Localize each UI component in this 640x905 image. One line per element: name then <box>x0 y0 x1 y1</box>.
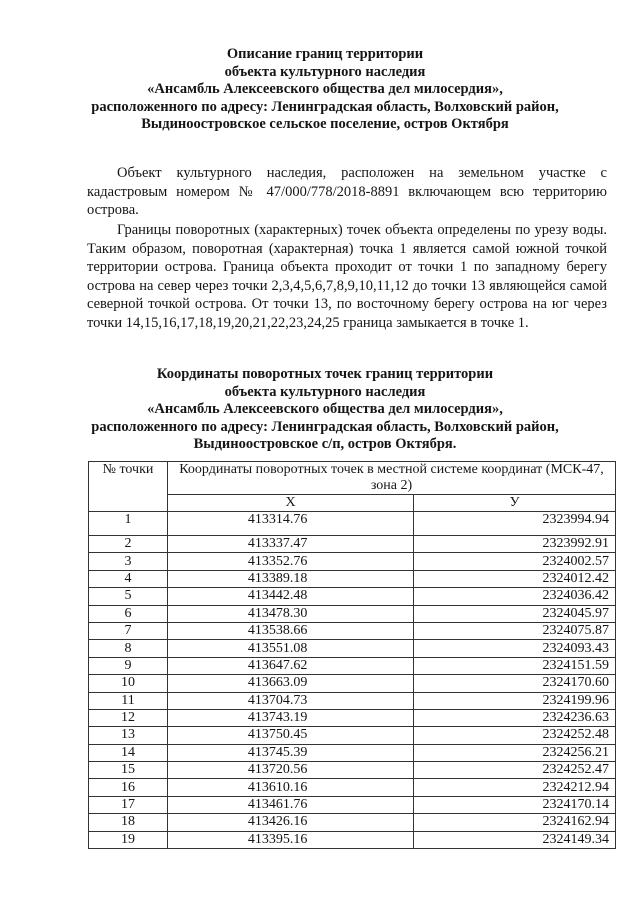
table-header-row <box>89 462 616 495</box>
table-row <box>89 622 616 639</box>
x-coordinate-cell: 413461.76 <box>168 796 414 813</box>
x-coordinate-cell: 413352.76 <box>168 553 414 570</box>
y-coordinate-cell: 2324149.34 <box>414 831 616 848</box>
table-row <box>89 814 616 831</box>
title-line: Координаты поворотных точек границ территории <box>156 366 494 382</box>
x-coordinate-cell: 413478.30 <box>168 605 414 622</box>
y-coordinate-cell: 2324252.47 <box>414 762 616 779</box>
point-number-cell: 14 <box>89 744 168 761</box>
table-row <box>89 553 616 570</box>
y-coordinate-cell: 2324012.42 <box>414 570 616 587</box>
y-coordinate-cell: 2324236.63 <box>414 709 616 726</box>
point-number-cell: 11 <box>89 692 168 709</box>
header-coordinates: Координаты поворотных точек в местной системе координат (МСК-47, зона 2) <box>168 462 616 495</box>
coordinates-table <box>88 461 616 849</box>
title-line: расположенного по адресу: Ленинградская область, Волховский район, <box>91 418 559 435</box>
table-row <box>89 640 616 657</box>
table-row <box>89 709 616 726</box>
x-coordinate-cell: 413551.08 <box>168 640 414 657</box>
title-line: «Ансамбль Алексеевского общества дел милосердия», <box>147 81 503 97</box>
y-coordinate-cell: 2324045.97 <box>414 605 616 622</box>
title-line: Выдиноостровское сельское поселение, остров Октября <box>141 116 509 132</box>
table-row <box>89 588 616 605</box>
x-coordinate-cell: 413745.39 <box>168 744 414 761</box>
table-title <box>60 366 590 454</box>
table-row <box>89 762 616 779</box>
x-coordinate-cell: 413720.56 <box>168 762 414 779</box>
point-number-cell: 9 <box>89 657 168 674</box>
x-coordinate-cell: 413442.48 <box>168 588 414 605</box>
y-coordinate-cell: 2324151.59 <box>414 657 616 674</box>
y-coordinate-cell: 2324212.94 <box>414 779 616 796</box>
coordinates-body <box>89 512 616 849</box>
intro-paragraph <box>87 164 607 220</box>
x-coordinate-cell: 413389.18 <box>168 570 414 587</box>
point-number-cell: 12 <box>89 709 168 726</box>
point-number-cell: 6 <box>89 605 168 622</box>
y-coordinate-cell: 2324075.87 <box>414 622 616 639</box>
point-number-cell: 1 <box>89 512 168 536</box>
point-number-cell: 13 <box>89 727 168 744</box>
x-coordinate-cell: 413337.47 <box>168 536 414 553</box>
table-subheader-row <box>89 495 616 512</box>
x-coordinate-cell: 413704.73 <box>168 692 414 709</box>
x-coordinate-cell: 413750.45 <box>168 727 414 744</box>
title-line: Описание границ территории <box>226 46 424 62</box>
y-coordinate-cell: 2323994.94 <box>414 512 616 536</box>
description-text: Границы поворотных (характерных) точек объекта определены по урезу воды. Таким образом, поворотная (характерная) точка 1 является самой южной точкой территории острова. Граница объекта проходит от точки 1 по западному берегу острова на север через точки 2,3,4,5,6,7,8,9,10,11,12 до точки 13 являющейся самой северной точкой острова. От точки 13, по восточному берегу острова на юг через точки 14,15,16,17,18,19,20,21,22,23,24,25 граница замыкается в точке 1. <box>87 222 607 331</box>
y-coordinate-cell: 2323992.91 <box>414 536 616 553</box>
x-coordinate-cell: 413610.16 <box>168 779 414 796</box>
y-coordinate-cell: 2324256.21 <box>414 744 616 761</box>
point-number-cell: 15 <box>89 762 168 779</box>
x-coordinate-cell: 413314.76 <box>168 512 414 536</box>
table-row <box>89 536 616 553</box>
table-row <box>89 657 616 674</box>
title-line: «Ансамбль Алексеевского общества дел милосердия», <box>147 401 503 417</box>
title-line: расположенного по адресу: Ленинградская область, Волховский район, <box>91 98 559 115</box>
header-point-number: № точки <box>89 462 168 512</box>
header-x: X <box>168 495 414 512</box>
x-coordinate-cell: 413395.16 <box>168 831 414 848</box>
table-row <box>89 512 616 536</box>
boundary-description <box>87 221 607 332</box>
header-y: У <box>414 495 616 512</box>
point-number-cell: 10 <box>89 675 168 692</box>
y-coordinate-cell: 2324036.42 <box>414 588 616 605</box>
table-row <box>89 675 616 692</box>
intro-text: Объект культурного наследия, расположен на земельном участке с кадастровым номером № 47/000/778/2018-8891 включающем всю территорию острова. <box>87 165 607 218</box>
title-line: Выдиноостровское с/п, остров Октября. <box>193 436 457 452</box>
title-line: объекта культурного наследия <box>224 63 426 80</box>
table-row <box>89 692 616 709</box>
x-coordinate-cell: 413426.16 <box>168 814 414 831</box>
table-row <box>89 605 616 622</box>
x-coordinate-cell: 413538.66 <box>168 622 414 639</box>
y-coordinate-cell: 2324252.48 <box>414 727 616 744</box>
document-title <box>60 46 590 134</box>
y-coordinate-cell: 2324093.43 <box>414 640 616 657</box>
title-line: объекта культурного наследия <box>224 383 426 400</box>
point-number-cell: 7 <box>89 622 168 639</box>
point-number-cell: 5 <box>89 588 168 605</box>
y-coordinate-cell: 2324170.14 <box>414 796 616 813</box>
point-number-cell: 19 <box>89 831 168 848</box>
point-number-cell: 18 <box>89 814 168 831</box>
point-number-cell: 17 <box>89 796 168 813</box>
table-row <box>89 796 616 813</box>
point-number-cell: 8 <box>89 640 168 657</box>
table-row <box>89 744 616 761</box>
table-row <box>89 831 616 848</box>
table-row <box>89 727 616 744</box>
y-coordinate-cell: 2324002.57 <box>414 553 616 570</box>
y-coordinate-cell: 2324199.96 <box>414 692 616 709</box>
point-number-cell: 2 <box>89 536 168 553</box>
x-coordinate-cell: 413743.19 <box>168 709 414 726</box>
table-row <box>89 570 616 587</box>
x-coordinate-cell: 413647.62 <box>168 657 414 674</box>
x-coordinate-cell: 413663.09 <box>168 675 414 692</box>
table-row <box>89 779 616 796</box>
point-number-cell: 16 <box>89 779 168 796</box>
y-coordinate-cell: 2324162.94 <box>414 814 616 831</box>
point-number-cell: 3 <box>89 553 168 570</box>
point-number-cell: 4 <box>89 570 168 587</box>
y-coordinate-cell: 2324170.60 <box>414 675 616 692</box>
